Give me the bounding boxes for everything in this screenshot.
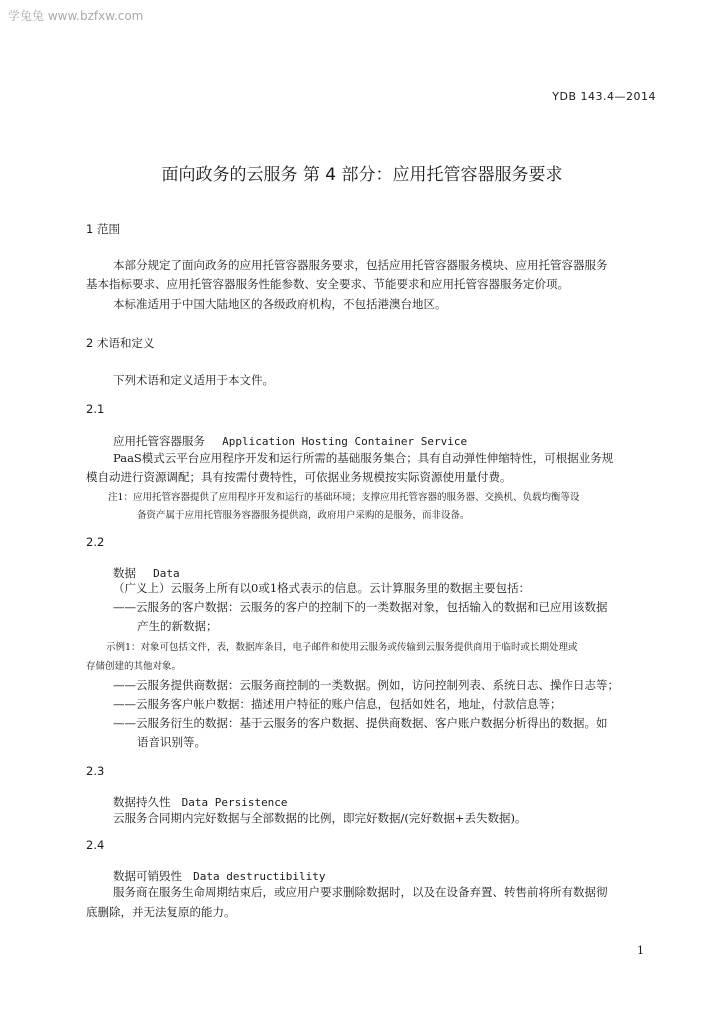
term-2-1-chinese: 应用托管容器服务 [113, 434, 205, 448]
term-2-2-chinese: 数据 [113, 566, 136, 580]
term-2-1-number: 2.1 [86, 402, 105, 416]
section-2-heading: 2 术语和定义 [86, 336, 155, 350]
section-2-intro: 下列术语和定义适用于本文件。 [113, 373, 274, 387]
term-2-1-note: 注1：应用托管容器提供了应用程序开发和运行的基础环境；支撑应用托管容器的服务器、交换机、负载均衡等设 [108, 492, 580, 503]
list-item-cont: 语音识别等。 [137, 735, 206, 749]
term-2-1 [113, 430, 467, 449]
term-2-3-number: 2.3 [86, 764, 105, 778]
section-1-paragraph-1: 本部分规定了面向政务的应用托管容器服务要求，包括应用托管容器服务模块、应用托管容器服务 [113, 258, 608, 272]
list-item: ——云服务客户帐户数据：描述用户特征的账户信息，包括如姓名，地址，付款信息等； [113, 697, 562, 711]
page-title: 面向政务的云服务 第 4 部分：应用托管容器服务要求 [161, 165, 563, 185]
term-2-3 [113, 791, 288, 810]
term-2-1-note-cont: 备资产属于应用托管服务容器服务提供商，政府用户采购的是服务，而非设备。 [137, 510, 470, 521]
list-item-cont: 产生的新数据； [137, 619, 218, 633]
term-2-2-definition: （广义上）云服务上所有以0或1格式表示的信息。云计算服务里的数据主要包括： [113, 581, 531, 595]
term-2-2 [113, 562, 180, 581]
list-item: ——云服务衍生的数据：基于云服务的客户数据、提供商数据、客户账户数据分析得出的数据。如 [113, 716, 608, 730]
section-1-paragraph-2: 本标准适用于中国大陆地区的各级政府机构，不包括港澳台地区。 [113, 297, 447, 311]
term-2-4-english: Data destructibility [193, 870, 326, 883]
term-2-1-definition-cont: 模自动进行资源调配；具有按需付费特性，可依据业务规模按实际资源使用量付费。 [86, 470, 512, 484]
term-2-4-definition: 服务商在服务生命周期结束后，或应用户要求删除数据时，以及在设备弃置、转售前将所有数据彻 [113, 885, 608, 899]
term-2-3-english: Data Persistence [181, 796, 288, 809]
example-1: 示例1：对象可包括文件，表，数据库条目，电子邮件和使用云服务或传输到云服务提供商用于临时或长期处理或 [106, 642, 578, 653]
list-item: ——云服务提供商数据：云服务商控制的一类数据。例如，访问控制列表、系统日志、操作日志等； [113, 678, 619, 692]
term-2-4 [113, 865, 326, 884]
term-2-2-number: 2.2 [86, 535, 105, 549]
section-1-paragraph-1-cont: 基本指标要求、应用托管容器服务性能参数、安全要求、节能要求和应用托管容器服务定价项。 [86, 277, 569, 291]
page-number: 1 [637, 944, 644, 957]
section-1-heading: 1 范围 [86, 222, 120, 236]
example-1-cont: 存储创建的其他对象。 [86, 661, 182, 672]
document-number: YDB 143.4—2014 [552, 90, 656, 103]
term-2-1-definition: PaaS模式云平台应用程序开发和运行所需的基础服务集合；具有自动弹性伸缩特性，可根据业务规 [113, 451, 614, 465]
list-item: ——云服务的客户数据：云服务的客户的控制下的一类数据对象，包括输入的数据和已应用该数据 [113, 600, 608, 614]
term-2-1-english: Application Hosting Container Service [222, 435, 468, 448]
term-2-2-english: Data [153, 567, 180, 580]
term-2-4-definition-cont: 底删除，并无法复原的能力。 [86, 905, 236, 919]
term-2-3-definition: 云服务合同期内完好数据与全部数据的比例，即完好数据/(完好数据+丢失数据)。 [113, 811, 527, 825]
term-2-3-chinese: 数据持久性 [113, 795, 171, 809]
term-2-4-number: 2.4 [86, 838, 105, 852]
watermark: 学兔兔 www.bzfxw.com [8, 9, 144, 23]
term-2-4-chinese: 数据可销毁性 [113, 869, 182, 883]
